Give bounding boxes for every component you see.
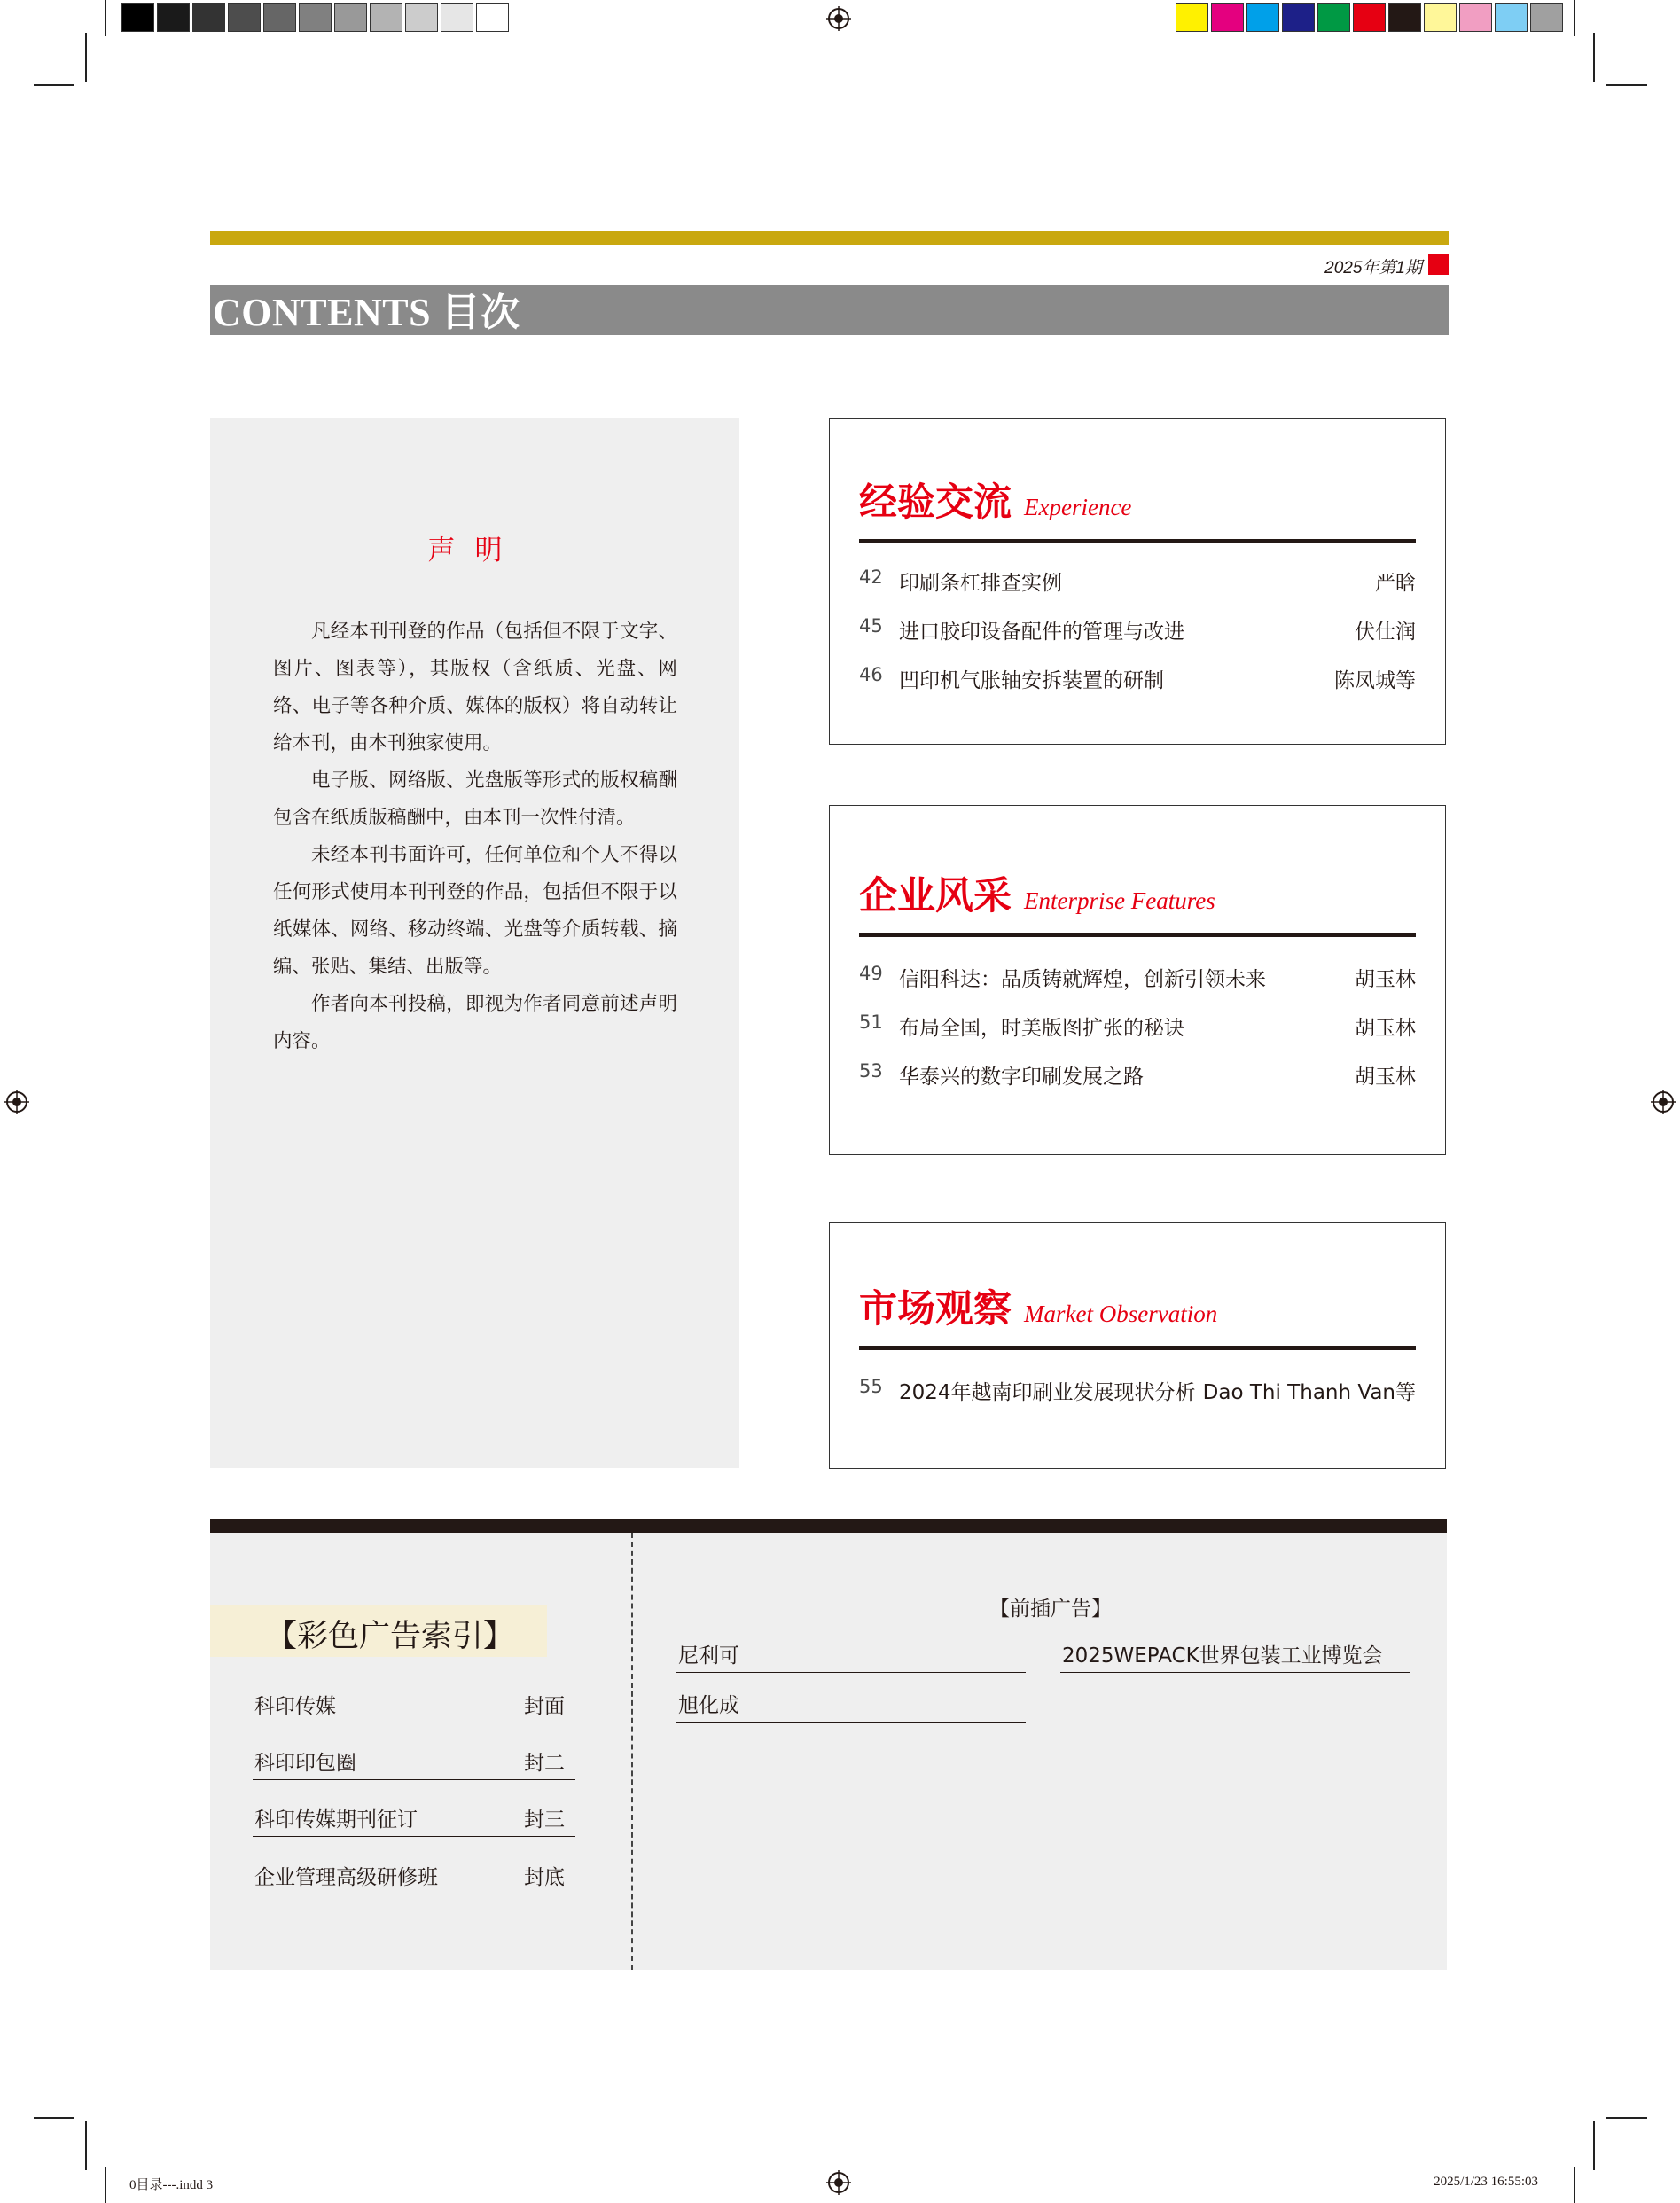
section-title-en: Experience (1024, 494, 1132, 520)
article-entry[interactable] (859, 615, 1416, 651)
article-author: 胡玉林 (1355, 1066, 1416, 1089)
color-swatch (1246, 3, 1279, 32)
ad-position: 封三 (524, 1808, 565, 1832)
statement-paragraph: 未经本刊书面许可，任何单位和个人不得以任何形式使用本刊刊登的作品，包括但不限于以纸媒体、网络、移动终端、光盘等介质转载、摘编、张贴、集结、出版等。 (273, 844, 677, 978)
statement-paragraph: 作者向本刊投稿，即视为作者同意前述声明内容。 (273, 993, 677, 1052)
crop-mark (85, 2121, 87, 2170)
issue-marker (1428, 254, 1449, 275)
section-rule (859, 933, 1416, 937)
color-swatch (1459, 3, 1492, 32)
article-page: 51 (859, 1012, 883, 1033)
registration-mark-icon (826, 6, 851, 31)
article-page: 45 (859, 615, 883, 637)
article-entry[interactable] (859, 1060, 1416, 1096)
color-swatch (1176, 3, 1208, 32)
color-swatch (1424, 3, 1457, 32)
advertiser-name: 旭化成 (678, 1694, 739, 1717)
statement-paragraph: 电子版、网络版、光盘版等形式的版权稿酬包含在纸质版稿酬中，由本刊一次性付清。 (273, 769, 677, 829)
statement-title: 声明 (427, 535, 522, 566)
article-title: 凹印机气胀轴安拆装置的研制 (899, 669, 1164, 692)
crop-mark (34, 2117, 74, 2119)
slug-timestamp: 2025/1/23 16:55:03 (1434, 2175, 1538, 2189)
color-swatch (192, 3, 225, 32)
front-ad-entry[interactable] (676, 1686, 1026, 1723)
article-page: 53 (859, 1060, 883, 1082)
color-swatch (370, 3, 402, 32)
article-author: 胡玉林 (1355, 968, 1416, 991)
color-ad-entry[interactable] (253, 1858, 575, 1894)
color-ad-index-label: 【彩色广告索引】 (266, 1619, 515, 1654)
registration-mark-icon (826, 2170, 851, 2195)
article-author: 严晗 (1375, 572, 1416, 595)
article-entry[interactable] (859, 566, 1416, 602)
color-ad-entry[interactable] (253, 1687, 575, 1723)
color-swatch (121, 3, 154, 32)
article-title: 印刷条杠排查实例 (899, 572, 1062, 595)
crop-mark (34, 84, 74, 86)
section-title-zh: 经验交流 (859, 480, 1012, 525)
color-swatch (1530, 3, 1563, 32)
section-rule (859, 539, 1416, 543)
article-author: 伏仕润 (1355, 621, 1416, 644)
advertiser-name: 2025WEPACK世界包装工业博览会 (1062, 1644, 1383, 1668)
color-swatch (1495, 3, 1528, 32)
front-insert-ad-label: 【前插广告】 (989, 1598, 1112, 1621)
issue-number: 2025年第1期 (1324, 259, 1422, 277)
article-author: Dao Thi Thanh Van等 (1202, 1381, 1416, 1404)
color-swatch (441, 3, 473, 32)
header-gold-rule (210, 231, 1449, 245)
article-title: 进口胶印设备配件的管理与改进 (899, 621, 1184, 644)
article-title: 华泰兴的数字印刷发展之路 (899, 1066, 1144, 1089)
color-swatch (1282, 3, 1315, 32)
section-heading (859, 866, 1215, 920)
section-title-en: Market Observation (1024, 1301, 1218, 1327)
color-swatch (299, 3, 332, 32)
crop-mark (105, 0, 106, 36)
section-title-en: Enterprise Features (1024, 887, 1215, 914)
section-title-zh: 企业风采 (859, 874, 1012, 918)
article-page: 46 (859, 664, 883, 685)
section-heading (859, 1279, 1217, 1333)
statement-body (273, 613, 677, 1060)
article-page: 42 (859, 566, 883, 588)
color-ad-entry[interactable] (253, 1744, 575, 1780)
page-title: CONTENTS 目次 (213, 291, 520, 334)
color-swatch (405, 3, 438, 32)
front-ad-entry[interactable] (1060, 1637, 1410, 1673)
section-enterprise-features (829, 805, 1446, 1155)
ad-section-top-rule (210, 1519, 1447, 1533)
article-entry[interactable] (859, 1012, 1416, 1047)
article-author: 陈凤城等 (1334, 669, 1416, 692)
ad-position: 封二 (524, 1752, 565, 1775)
crop-mark (1593, 33, 1595, 82)
color-swatch (228, 3, 261, 32)
advertiser-name: 企业管理高级研修班 (254, 1866, 438, 1889)
slug-filename: 0目录---.indd 3 (129, 2178, 214, 2192)
article-entry[interactable] (859, 1376, 1416, 1411)
ad-position: 封底 (524, 1866, 565, 1889)
crop-mark (1606, 2117, 1647, 2119)
color-ad-entry[interactable] (253, 1801, 575, 1837)
section-rule (859, 1346, 1416, 1350)
color-swatch (334, 3, 367, 32)
color-swatch (1353, 3, 1386, 32)
crop-mark (1574, 2167, 1575, 2203)
color-swatch (1211, 3, 1244, 32)
article-author: 胡玉林 (1355, 1017, 1416, 1040)
crop-mark (1574, 0, 1575, 36)
crop-mark (85, 33, 87, 82)
article-title: 2024年越南印刷业发展现状分析 (899, 1381, 1196, 1404)
registration-mark-icon (4, 1090, 29, 1114)
crop-mark (105, 2167, 106, 2203)
color-swatch (1317, 3, 1350, 32)
crop-mark (1593, 2121, 1595, 2170)
advertiser-name: 尼利可 (678, 1644, 739, 1668)
section-market-observation (829, 1222, 1446, 1469)
article-page: 49 (859, 963, 883, 984)
ad-position: 封面 (524, 1695, 565, 1718)
ad-column-divider (631, 1533, 633, 1970)
article-page: 55 (859, 1376, 883, 1397)
article-entry[interactable] (859, 664, 1416, 699)
crop-mark (1606, 84, 1647, 86)
color-swatch (1388, 3, 1421, 32)
color-swatch (476, 3, 509, 32)
section-experience (829, 418, 1446, 745)
front-ad-entry[interactable] (676, 1637, 1026, 1673)
article-title: 布局全国，时美版图扩张的秘诀 (899, 1017, 1184, 1040)
registration-mark-icon (1651, 1090, 1676, 1114)
advertiser-name: 科印传媒期刊征订 (254, 1808, 418, 1832)
section-heading (859, 473, 1131, 527)
advertiser-name: 科印印包圈 (254, 1752, 356, 1775)
article-title: 信阳科达：品质铸就辉煌，创新引领未来 (899, 968, 1266, 991)
advertiser-name: 科印传媒 (254, 1695, 336, 1718)
article-entry[interactable] (859, 963, 1416, 998)
section-title-zh: 市场观察 (859, 1287, 1012, 1332)
color-swatch (263, 3, 296, 32)
statement-paragraph: 凡经本刊刊登的作品（包括但不限于文字、图片、图表等），其版权（含纸质、光盘、网络、电子等各种介质、媒体的版权）将自动转让给本刊，由本刊独家使用。 (273, 621, 677, 754)
color-swatch (157, 3, 190, 32)
